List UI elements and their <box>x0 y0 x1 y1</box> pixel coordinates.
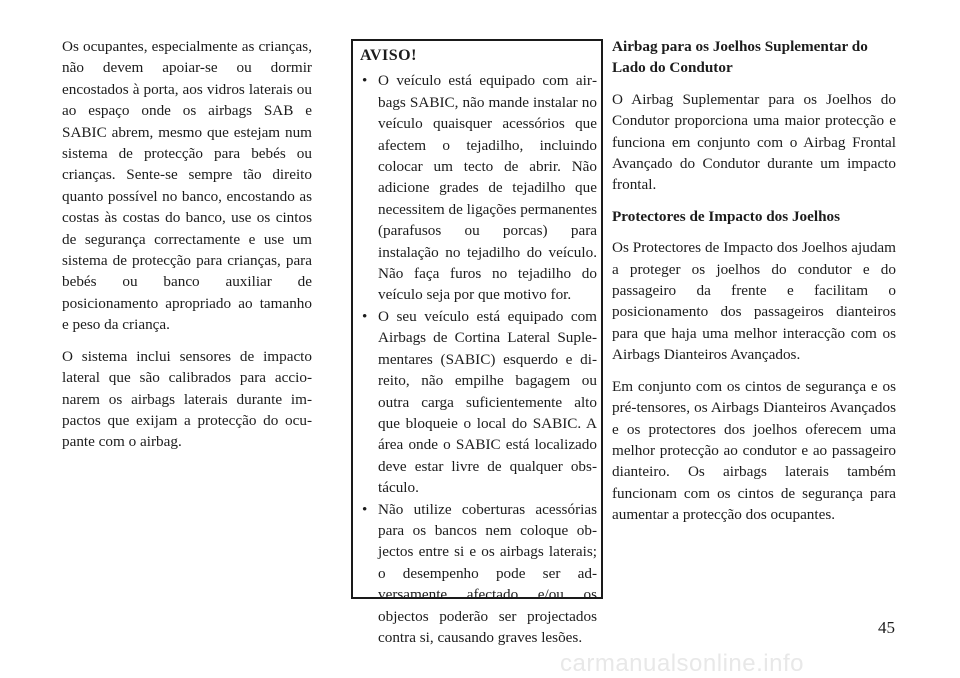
occupant-position-paragraph: Os ocupantes, especialmente as crianças, não devem apoiar-se ou dormir encostados à porta, aos vidros laterais ou ao espaço onde os airbags SAB e SABIC abrem, mesmo que estejam num sistema de protecção para bebés ou crianças. Sente-se sempre tão direito quanto possível no banco, encostando as costas às costas do banco, use os cintos de segurança correctamente e use um sistema de protecção para crianças, para bebés ou banco auxiliar de posicionamento apropriado ao tamanho e peso da criança. <box>62 38 312 334</box>
knee-bolster-heading: Protectores de Impacto dos Joelhos <box>612 207 841 225</box>
watermark: carmanualsonline.info <box>560 650 804 677</box>
right-column <box>612 36 896 536</box>
warning-box <box>351 39 603 646</box>
warning-item-roof: • O veículo está equipado com airbags SABIC, não mande instalar no veículo quaisquer acessórios que afectem o tejadilho, incluindo colocar um tecto de abrir. Não adicione grades de tejadilho que necessitem de ligações permanentes (parafusos ou porcas) para instalação no tejadilho do veículo. Não faça furos no tejadilho do veículo seja por que motivo for. <box>360 70 597 305</box>
knee-airbag-paragraph: O Airbag Suplementar para os Joelhos do Condutor proporciona uma maior protecção e funciona em conjunto com o Airbag Frontal Avançado do Condutor durante um impacto frontal. <box>612 90 896 194</box>
warning-item-seat-covers: • Não utilize coberturas acessórias para os bancos nem coloque objectos entre si e os airbags laterais; o desempenho pode ser adversamente afectado e/ou os objectos poderão ser projectados contra si, causando graves lesões. <box>360 499 597 649</box>
page-number: 45 <box>878 618 895 637</box>
warning-list <box>360 70 597 648</box>
warning-title: AVISO! <box>360 47 417 64</box>
warning-item-luggage: • O seu veículo está equipado com Airbags de Cortina Lateral Suplementares (SABIC) esquerdo e direito, não empilhe bagagem ou outra carga suficientemente alto que bloqueie o local do SABIC. A área onde o SABIC está localizado deve estar livre de qualquer obstáculo. <box>360 306 597 499</box>
left-column <box>62 36 312 463</box>
knee-airbag-heading: Airbag para os Joelhos Suplementar do Lado do Condutor <box>612 38 868 77</box>
combined-protection-paragraph: Em conjunto com os cintos de segurança e os pré-tensores, os Airbags Dianteiros Avançados e os protectores dos joelhos oferecem uma melhor protecção ao condutor e ao passageiro dianteiro. Os airbags laterais também funcionam com os cintos de segurança para aumentar a protecção dos ocupantes. <box>612 377 896 524</box>
side-impact-sensors-paragraph: O sistema inclui sensores de impacto lateral que são calibrados para accionarem os airbags laterais durante impactos que exijam a protecção do ocupante com o airbag. <box>62 347 312 451</box>
knee-bolster-paragraph: Os Protectores de Impacto dos Joelhos ajudam a proteger os joelhos do condutor e do passageiro da frente e facilitam o posicionamento dos passageiros dianteiros para que haja uma melhor interacção com os Airbags Dianteiros Avançados. <box>612 239 896 364</box>
